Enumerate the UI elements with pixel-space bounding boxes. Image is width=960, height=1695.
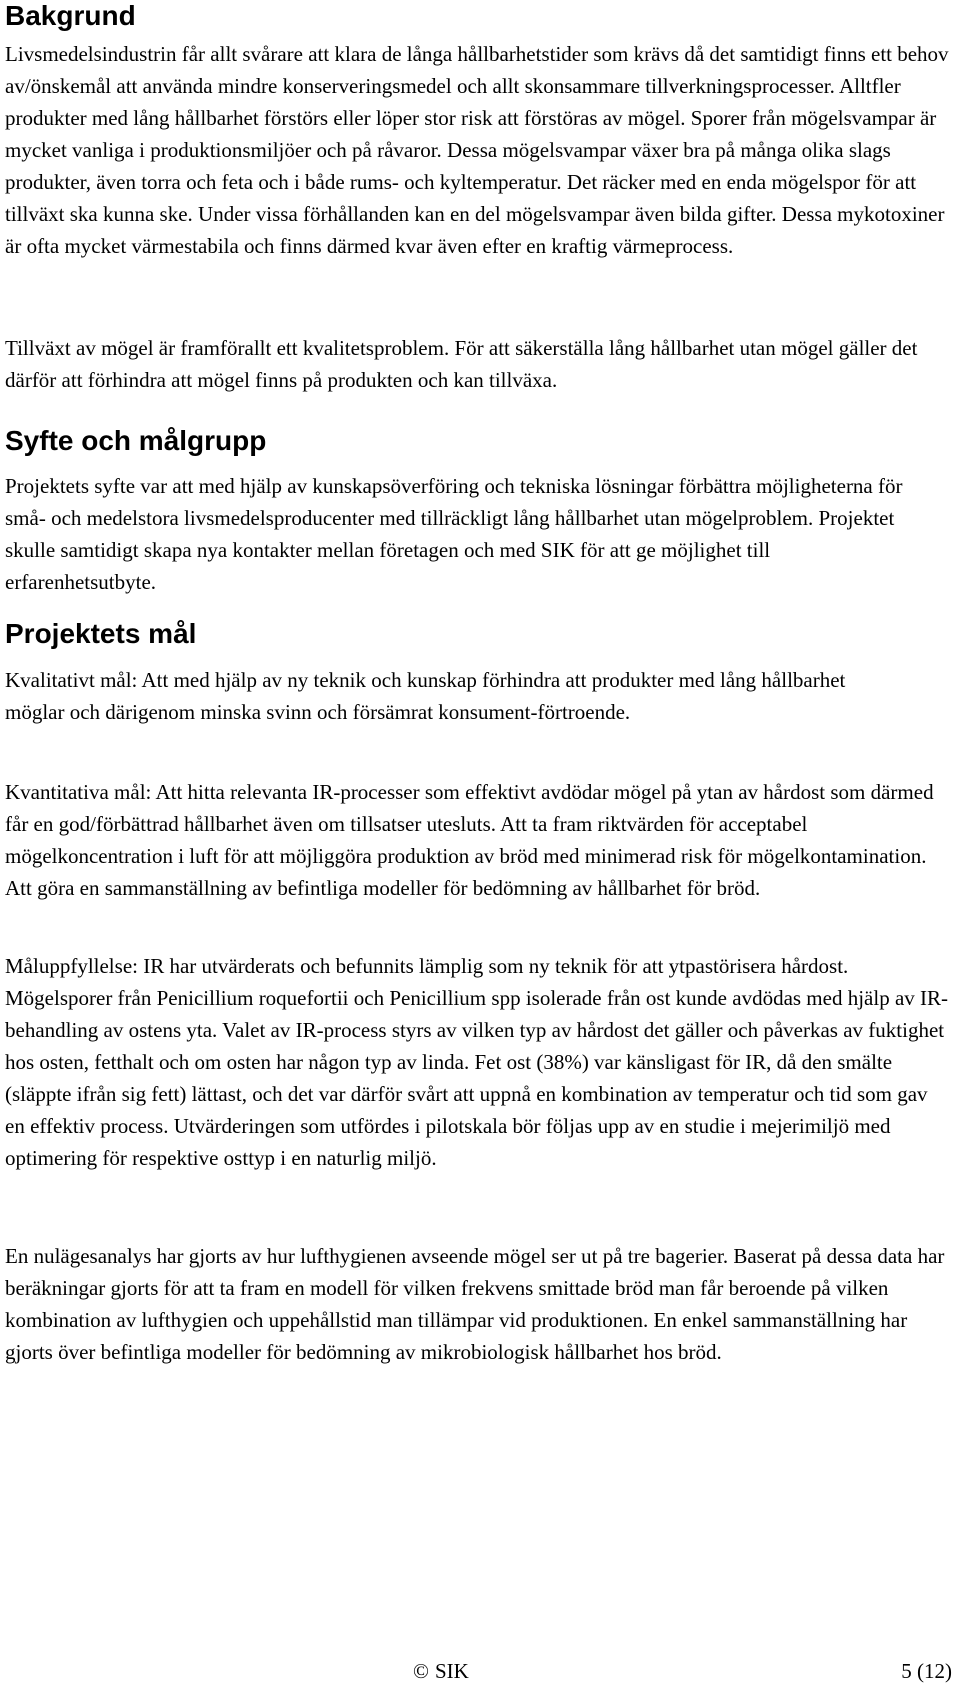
- paragraph-syfte-1: Projektets syfte var att med hjälp av kunskapsöverföring och tekniska lösningar förbättra möjligheterna för små- och medelstora livsmedelsproducenter med tillräckligt lång hållbarhet utan mögelproblem. Projektet skulle samtidigt skapa nya kontakter mellan företagen och med SIK för att ge möjlighet till erfarenhetsutbyte.: [5, 474, 903, 594]
- paragraph-maluppfyllelse: Måluppfyllelse: IR har utvärderats och befunnits lämplig som ny teknik för att ytpastörisera hårdost. Mögelsporer från Penicillium roquefortii och Penicillium spp isolerade från ost kunde avdödas med hjälp av IR-behandling av ostens yta. Valet av IR-process styrs av vilken typ av hårdost det gäller och påverkas av fuktighet hos osten, fetthalt och om osten har någon typ av linda. Fet ost (38%) var känsligast för IR, då den smälte (släppte ifrån sig fett) lättast, och det var därför svårt att uppnå en kombination av temperatur och tid som gav en effektiv process. Utvärderingen som utfördes i pilotskala bör följas upp av en studie i mejerimiljö med optimering för respektive osttyp i en naturlig miljö.: [5, 954, 949, 1170]
- paragraph-bakgrund-1: Livsmedelsindustrin får allt svårare att klara de långa hållbarhetstider som krävs då det samtidigt finns ett behov av/önskemål att använda mindre konserveringsmedel och allt skonsammare tillverkningsprocesser. Alltfler produkter med lång hållbarhet förstörs eller löper stor risk att förstöras av mögel. Sporer från mögelsvampar är mycket vanliga i produktionsmiljöer och på råvaror. Dessa mögelsvampar växer bra på många olika slags produkter, även torra och feta och i både rums- och kyltemperatur. Det räcker med en enda mögelspor för att tillväxt ska kunna ske. Under vissa förhållanden kan en del mögelsvampar även bilda gifter. Dessa mykotoxiner är ofta mycket värmestabila och finns därmed kvar även efter en kraftig värmeprocess.: [5, 42, 949, 258]
- heading-syfte: Syfte och målgrupp: [5, 425, 267, 456]
- footer-page-number: 5 (12): [901, 1659, 952, 1683]
- paragraph-mal-kvalitativt: Kvalitativt mål: Att med hjälp av ny teknik och kunskap förhindra att produkter med lång hållbarhet möglar och därigenom minska svinn och försämrat konsument-förtroende.: [5, 668, 846, 724]
- paragraph-bakgrund-2: Tillväxt av mögel är framförallt ett kvalitetsproblem. För att säkerställa lång hållbarhet utan mögel gäller det därför att förhindra att mögel finns på produkten och kan tillväxa.: [5, 336, 918, 392]
- copyright-icon: ©: [413, 1659, 429, 1683]
- footer-organization: SIK: [434, 1659, 469, 1683]
- paragraph-nulagesanalys: En nulägesanalys har gjorts av hur lufthygienen avseende mögel ser ut på tre bagerier. Baserat på dessa data har beräkningar gjorts för att ta fram en modell för vilken frekvens smittade bröd man får beroende på vilken kombination av lufthygien och uppehållstid man tillämpar vid produktionen. En enkel sammanställning har gjorts över befintliga modeller för bedömning av mikrobiologisk hållbarhet hos bröd.: [5, 1244, 945, 1364]
- paragraph-mal-kvantitativa: Kvantitativa mål: Att hitta relevanta IR-processer som effektivt avdödar mögel på ytan av hårdost som därmed får en god/förbättrad hållbarhet även om tillsatser utesluts. Att ta fram riktvärden för acceptabel mögelkoncentration i luft för att möjliggöra produktion av bröd med minimerad risk för mögelkontamination. Att göra en sammanställning av befintliga modeller för bedömning av hållbarhet för bröd.: [5, 780, 934, 900]
- heading-bakgrund: Bakgrund: [5, 0, 136, 31]
- footer-copyright: [413, 1655, 469, 1687]
- heading-mal: Projektets mål: [5, 618, 197, 649]
